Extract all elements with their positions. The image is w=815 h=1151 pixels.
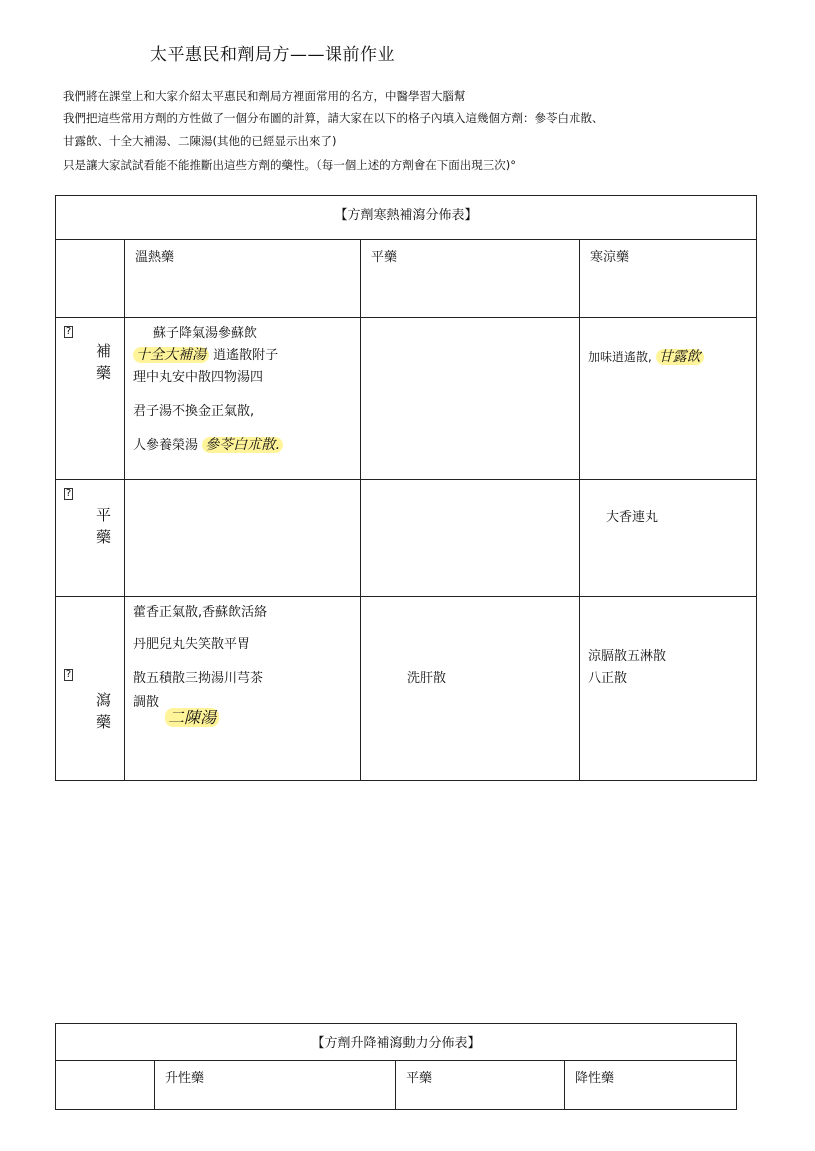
cell-purge-cool bbox=[580, 597, 757, 781]
table-caption: 【方劑寒熱補瀉分佈表】 bbox=[56, 196, 757, 240]
missing-glyph-icon: ? bbox=[65, 326, 72, 337]
column-header-neutral: 平藥 bbox=[396, 1061, 565, 1110]
cell-line: 君子湯不換金正氣散, bbox=[133, 404, 255, 419]
handwritten-answer: 二陳湯 bbox=[165, 708, 219, 727]
cell-line bbox=[165, 705, 219, 728]
cell-line: 丹肥兒丸失笑散平胃 bbox=[133, 637, 251, 652]
cell-neutral-cool bbox=[580, 480, 757, 597]
missing-glyph-icon: ? bbox=[65, 488, 72, 499]
cell-purge-warm bbox=[125, 597, 361, 781]
cell-line: 理中丸安中散四物湯四 bbox=[133, 370, 264, 385]
cell-line: 大香連丸 bbox=[606, 510, 659, 525]
column-header-cool: 寒涼藥 bbox=[580, 240, 757, 318]
cell-tonify-warm bbox=[125, 318, 361, 480]
page-title: 太平惠民和劑局方——课前作业 bbox=[150, 45, 395, 65]
cell-text: 調散 bbox=[133, 695, 160, 710]
cell-line bbox=[588, 346, 704, 366]
row-label: 瀉藥 bbox=[96, 691, 112, 731]
handwritten-answer: 十全大補湯 bbox=[133, 347, 209, 363]
column-header-warm: 溫熱藥 bbox=[125, 240, 361, 318]
cell-line bbox=[133, 344, 278, 364]
row-header-tonify bbox=[56, 318, 125, 480]
handwritten-answer: 甘露飲 bbox=[656, 349, 704, 365]
cell-line: 蘇子降氣湯參蘇飲 bbox=[153, 326, 258, 341]
corner-cell bbox=[56, 1061, 155, 1110]
column-header-falling: 降性藥 bbox=[565, 1061, 737, 1110]
missing-glyph-icon: ? bbox=[65, 669, 72, 680]
cell-line bbox=[133, 434, 283, 454]
cell-neutral-warm bbox=[125, 480, 361, 597]
cell-purge-neutral bbox=[361, 597, 580, 781]
cell-text: 人參養榮湯 bbox=[133, 438, 199, 453]
intro-line-1: 我們將在課堂上和大家介紹太平惠民和劑局方裡面常用的名方，中醫學習大腦幫 bbox=[63, 89, 466, 103]
cell-text: 加味逍遙散, bbox=[588, 350, 652, 364]
cell-line: 涼膈散五淋散 bbox=[588, 649, 667, 664]
handwritten-answer: 參苓白朮散. bbox=[202, 437, 282, 453]
cell-line: 八正散 bbox=[588, 671, 628, 686]
row-header-neutral bbox=[56, 480, 125, 597]
cold-heat-table bbox=[55, 195, 757, 781]
row-label: 補藥 bbox=[96, 342, 112, 382]
row-label: 平藥 bbox=[96, 506, 112, 546]
cell-neutral-neutral bbox=[361, 480, 580, 597]
cell-line: 散五積散三拗湯川芎茶 bbox=[133, 671, 264, 686]
cell-text: 逍遙散附子 bbox=[213, 348, 279, 363]
intro-line-2: 我們把這些常用方劑的方性做了一個分布圖的計算，請大家在以下的格子內填入這幾個方劑：參苓白朮散、 bbox=[63, 111, 604, 125]
column-header-neutral: 平藥 bbox=[361, 240, 580, 318]
cell-line: 洗肝散 bbox=[407, 671, 447, 686]
row-header-purge bbox=[56, 597, 125, 781]
cell-tonify-neutral bbox=[361, 318, 580, 480]
intro-line-3: 甘露飲、十全大補湯、二陳湯(其他的已經显示出來了) bbox=[63, 134, 337, 148]
intro-line-4: 只是讓大家試試看能不能推斷出這些方劑的藥性。（每一個上述的方劑會在下面出現三次)° bbox=[63, 158, 516, 172]
rise-fall-table bbox=[55, 1023, 737, 1110]
column-header-rising: 升性藥 bbox=[155, 1061, 396, 1110]
cell-line bbox=[133, 691, 159, 710]
cell-tonify-cool bbox=[580, 318, 757, 480]
table-caption: 【方劑升降補瀉動力分佈表】 bbox=[56, 1024, 737, 1061]
corner-cell bbox=[56, 240, 125, 318]
cell-line: 藿香正氣散,香蘇飲活絡 bbox=[133, 605, 268, 620]
